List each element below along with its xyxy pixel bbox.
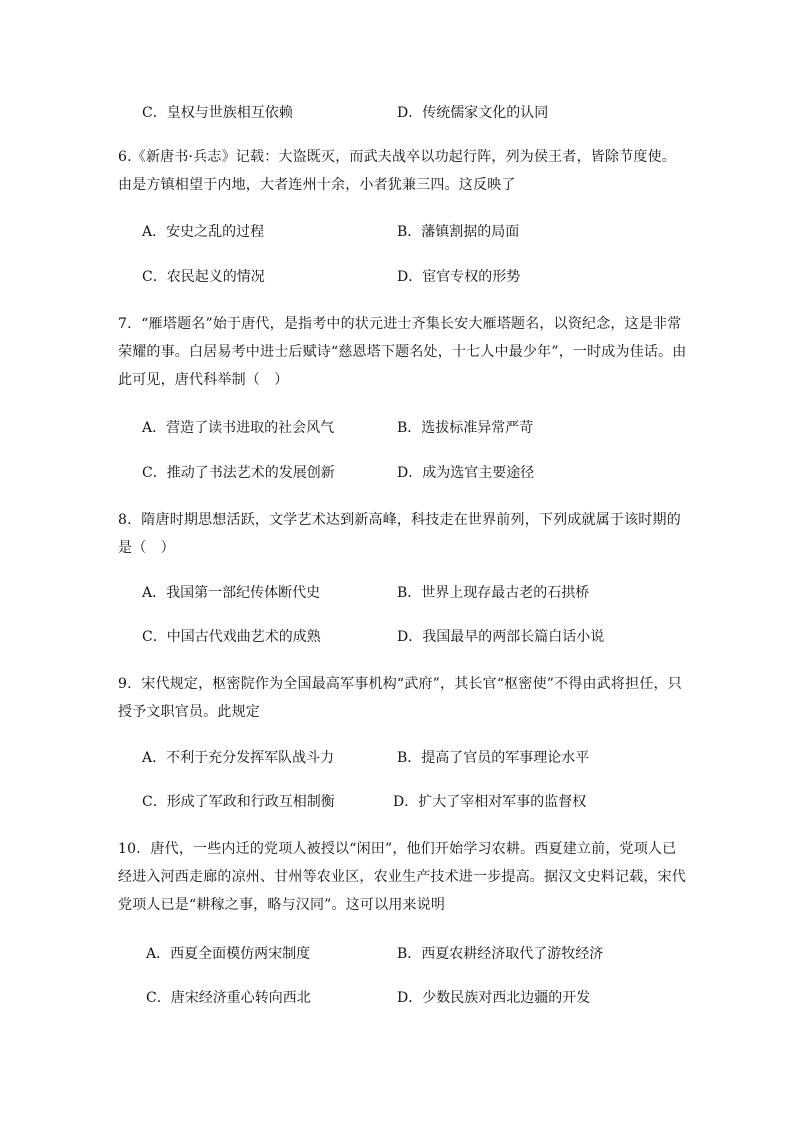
q10-option-a: A．西夏全面模仿两宋制度: [146, 946, 311, 962]
q7-option-c: C．推动了书法艺术的发展创新: [142, 465, 335, 481]
q5-option-d: D．传统儒家文化的认同: [397, 105, 549, 121]
q6-stem: 6.《新唐书·兵志》记载：大盗既灭，而武夫战卒以功起行阵，列为侯王者，皆除节度使。由是方镇相望于内地，大者连州十余，小者犹兼三四。这反映了: [118, 149, 677, 193]
q6-option-b: B．藩镇割据的局面: [397, 224, 520, 240]
q8-option-d: D．我国最早的两部长篇白话小说: [397, 629, 605, 645]
q9-option-d: D．扩大了宰相对军事的监督权: [393, 794, 587, 810]
q10-option-c: C．唐宋经济重心转向西北: [146, 990, 311, 1006]
q5-option-c: C．皇权与世族相互依赖: [142, 105, 293, 121]
q10-option-b: B．西夏农耕经济取代了游牧经济: [397, 946, 604, 962]
q7-option-b: B．选拔标准异常严苛: [397, 420, 534, 436]
q9-option-b: B．提高了官员的军事理论水平: [397, 750, 590, 766]
q6-option-a: A．安史之乱的过程: [142, 224, 265, 240]
q7-option-a: A．营造了读书进取的社会风气: [142, 420, 335, 436]
q8-option-a: A．我国第一部纪传体断代史: [142, 585, 321, 601]
q8-option-c: C．中国古代戏曲艺术的成熟: [142, 629, 321, 645]
q6-option-c: C．农民起义的情况: [142, 269, 265, 285]
q7-stem: 7．“雁塔题名”始于唐代，是指考中的状元进士齐集长安大雁塔题名，以资纪念，这是非常荣耀的事。白居易考中进士后赋诗“慈恩塔下题名处，十七人中最少年”，一时成为佳话。由此可见，唐代科举制（ ）: [118, 316, 687, 388]
q7-option-d: D．成为选官主要途径: [397, 465, 535, 481]
q10-option-d: D．少数民族对西北边疆的开发: [397, 990, 591, 1006]
q9-stem: 9．宋代规定，枢密院作为全国最高军事机构“武府”，其长官“枢密使”不得由武将担任，只授予文职官员。此规定: [118, 676, 682, 720]
q9-option-c: C．形成了军政和行政互相制衡: [142, 794, 335, 810]
q8-stem: 8．隋唐时期思想活跃，文学艺术达到新高峰，科技走在世界前列，下列成就属于该时期的是（ ）: [118, 512, 681, 556]
q6-option-d: D．宦官专权的形势: [397, 269, 521, 285]
q10-stem: 10．唐代，一些内迁的党项人被授以“闲田”，他们开始学习农耕。西夏建立前，党项人已经进入河西走廊的凉州、甘州等农业区，农业生产技术进一步提高。据汉文史料记载，宋代党项人已是“耕稼之事，略与汉同”。这可以用来说明: [118, 841, 686, 913]
q9-option-a: A．不利于充分发挥军队战斗力: [142, 750, 335, 766]
q8-option-b: B．世界上现存最古老的石拱桥: [397, 585, 590, 601]
